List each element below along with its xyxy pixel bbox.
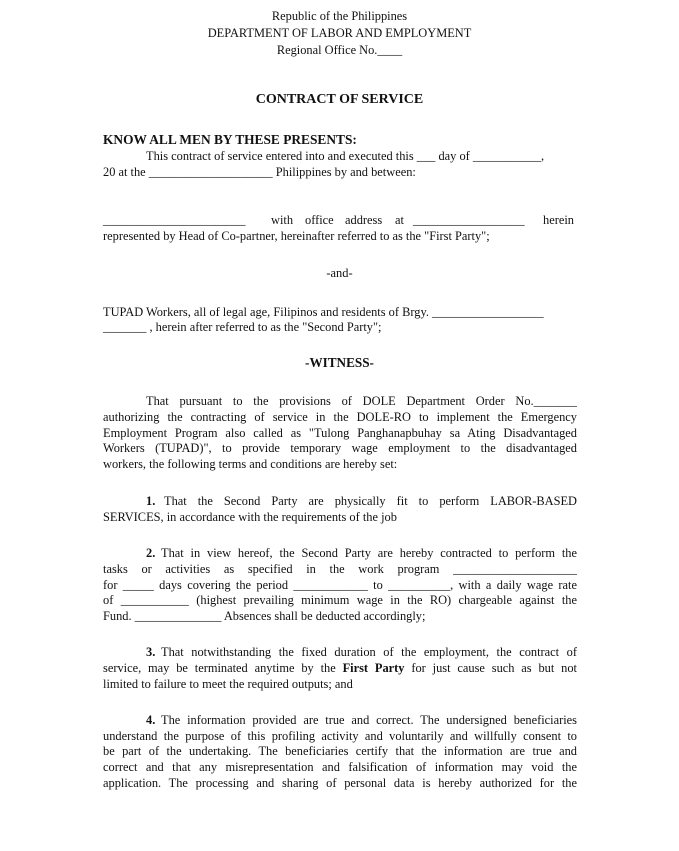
item-4-line-3: be part of the undertaking. The beneficiaries certify that the information are true and xyxy=(103,744,577,758)
item-3-line-2-pre: service, may be terminated anytime by the xyxy=(103,661,343,675)
item-4-line-1: The information provided are true and correct. The undersigned beneficiaries xyxy=(161,713,577,727)
header-department: DEPARTMENT OF LABOR AND EMPLOYMENT xyxy=(207,26,472,40)
item-1-line-2: SERVICES, in accordance with the requirements of the job xyxy=(103,510,397,524)
first-party-address: address xyxy=(345,213,383,227)
intro-heading: KNOW ALL MEN BY THESE PRESENTS: xyxy=(103,132,357,147)
item-3-line-3: limited to failure to meet the required outputs; and xyxy=(103,677,353,691)
intro-line-2: 20 at the ____________________ Philippines by and between: xyxy=(103,165,416,179)
item-4-line-2: understand the purpose of this profiling activity and voluntarily and willfully consent to xyxy=(103,729,577,743)
first-party-line-2: represented by Head of Co-partner, hereinafter referred to as the "First Party"; xyxy=(103,229,490,243)
item-2-number: 2. xyxy=(146,546,156,560)
first-party-blank-name: _______________________ xyxy=(103,213,246,227)
witness-line-3: Employment Program also called as "Tulong Panghanapbuhay sa Ating Disadvantaged xyxy=(103,426,577,440)
item-2-line-1: That in view hereof, the Second Party are hereby contracted to perform the xyxy=(161,546,577,560)
header-republic: Republic of the Philippines xyxy=(271,9,408,23)
first-party-blank-address: __________________ xyxy=(413,213,525,227)
item-4-line-5: application. The processing and sharing of personal data is hereby authorized for the xyxy=(103,776,577,790)
item-1-number: 1. xyxy=(146,494,156,508)
witness-line-5: workers, the following terms and conditions are hereby set: xyxy=(103,457,398,471)
second-party-line-1: TUPAD Workers, all of legal age, Filipinos and residents of Brgy. __________________ xyxy=(103,305,544,319)
second-party-line-2: _______ , herein after referred to as the "Second Party"; xyxy=(103,320,382,334)
item-1-line-1: That the Second Party are physically fit to perform LABOR-BASED xyxy=(164,494,577,508)
item-3-number: 3. xyxy=(146,645,156,659)
witness-line-1: That pursuant to the provisions of DOLE Department Order No._______ xyxy=(146,394,577,408)
item-3-line-2 xyxy=(103,660,577,676)
header-regional-office: Regional Office No.____ xyxy=(276,43,403,57)
witness-line-4: Workers (TUPAD)", to provide temporary wage employment to the disadvantaged xyxy=(103,441,577,455)
first-party-emphasis: First Party xyxy=(342,661,405,675)
item-3-line-1: That notwithstanding the fixed duration of the employment, the contract of xyxy=(161,645,577,659)
item-4-number: 4. xyxy=(146,713,156,727)
item-2-line-2: tasks or activities as specified in the work program ____________________ xyxy=(103,562,577,576)
first-party-at: at xyxy=(395,213,404,227)
item-3-line-2-post: for just cause such as but not xyxy=(404,661,577,675)
intro-line-1: This contract of service entered into and executed this ___ day of ___________, xyxy=(146,149,545,163)
item-2-line-4: of ___________ (highest prevailing minimum wage in the RO) chargeable against the xyxy=(103,593,577,607)
item-4-line-4: correct and that any misrepresentation and falsification of information may void the xyxy=(103,760,577,774)
first-party-herein: herein xyxy=(543,213,574,227)
item-2-line-3: for _____ days covering the period ____________ to __________, with a daily wage rate xyxy=(103,578,577,592)
item-2-line-5: Fund. ______________ Absences shall be deducted accordingly; xyxy=(103,609,426,623)
first-party-with: with xyxy=(271,213,294,227)
witness-heading: -WITNESS- xyxy=(305,355,374,370)
first-party-office: office xyxy=(305,213,334,227)
document-title: CONTRACT OF SERVICE xyxy=(255,92,424,107)
and-separator: -and- xyxy=(326,266,353,280)
witness-line-2: authorizing the contracting of service in the DOLE-RO to implement the Emergency xyxy=(103,410,577,424)
